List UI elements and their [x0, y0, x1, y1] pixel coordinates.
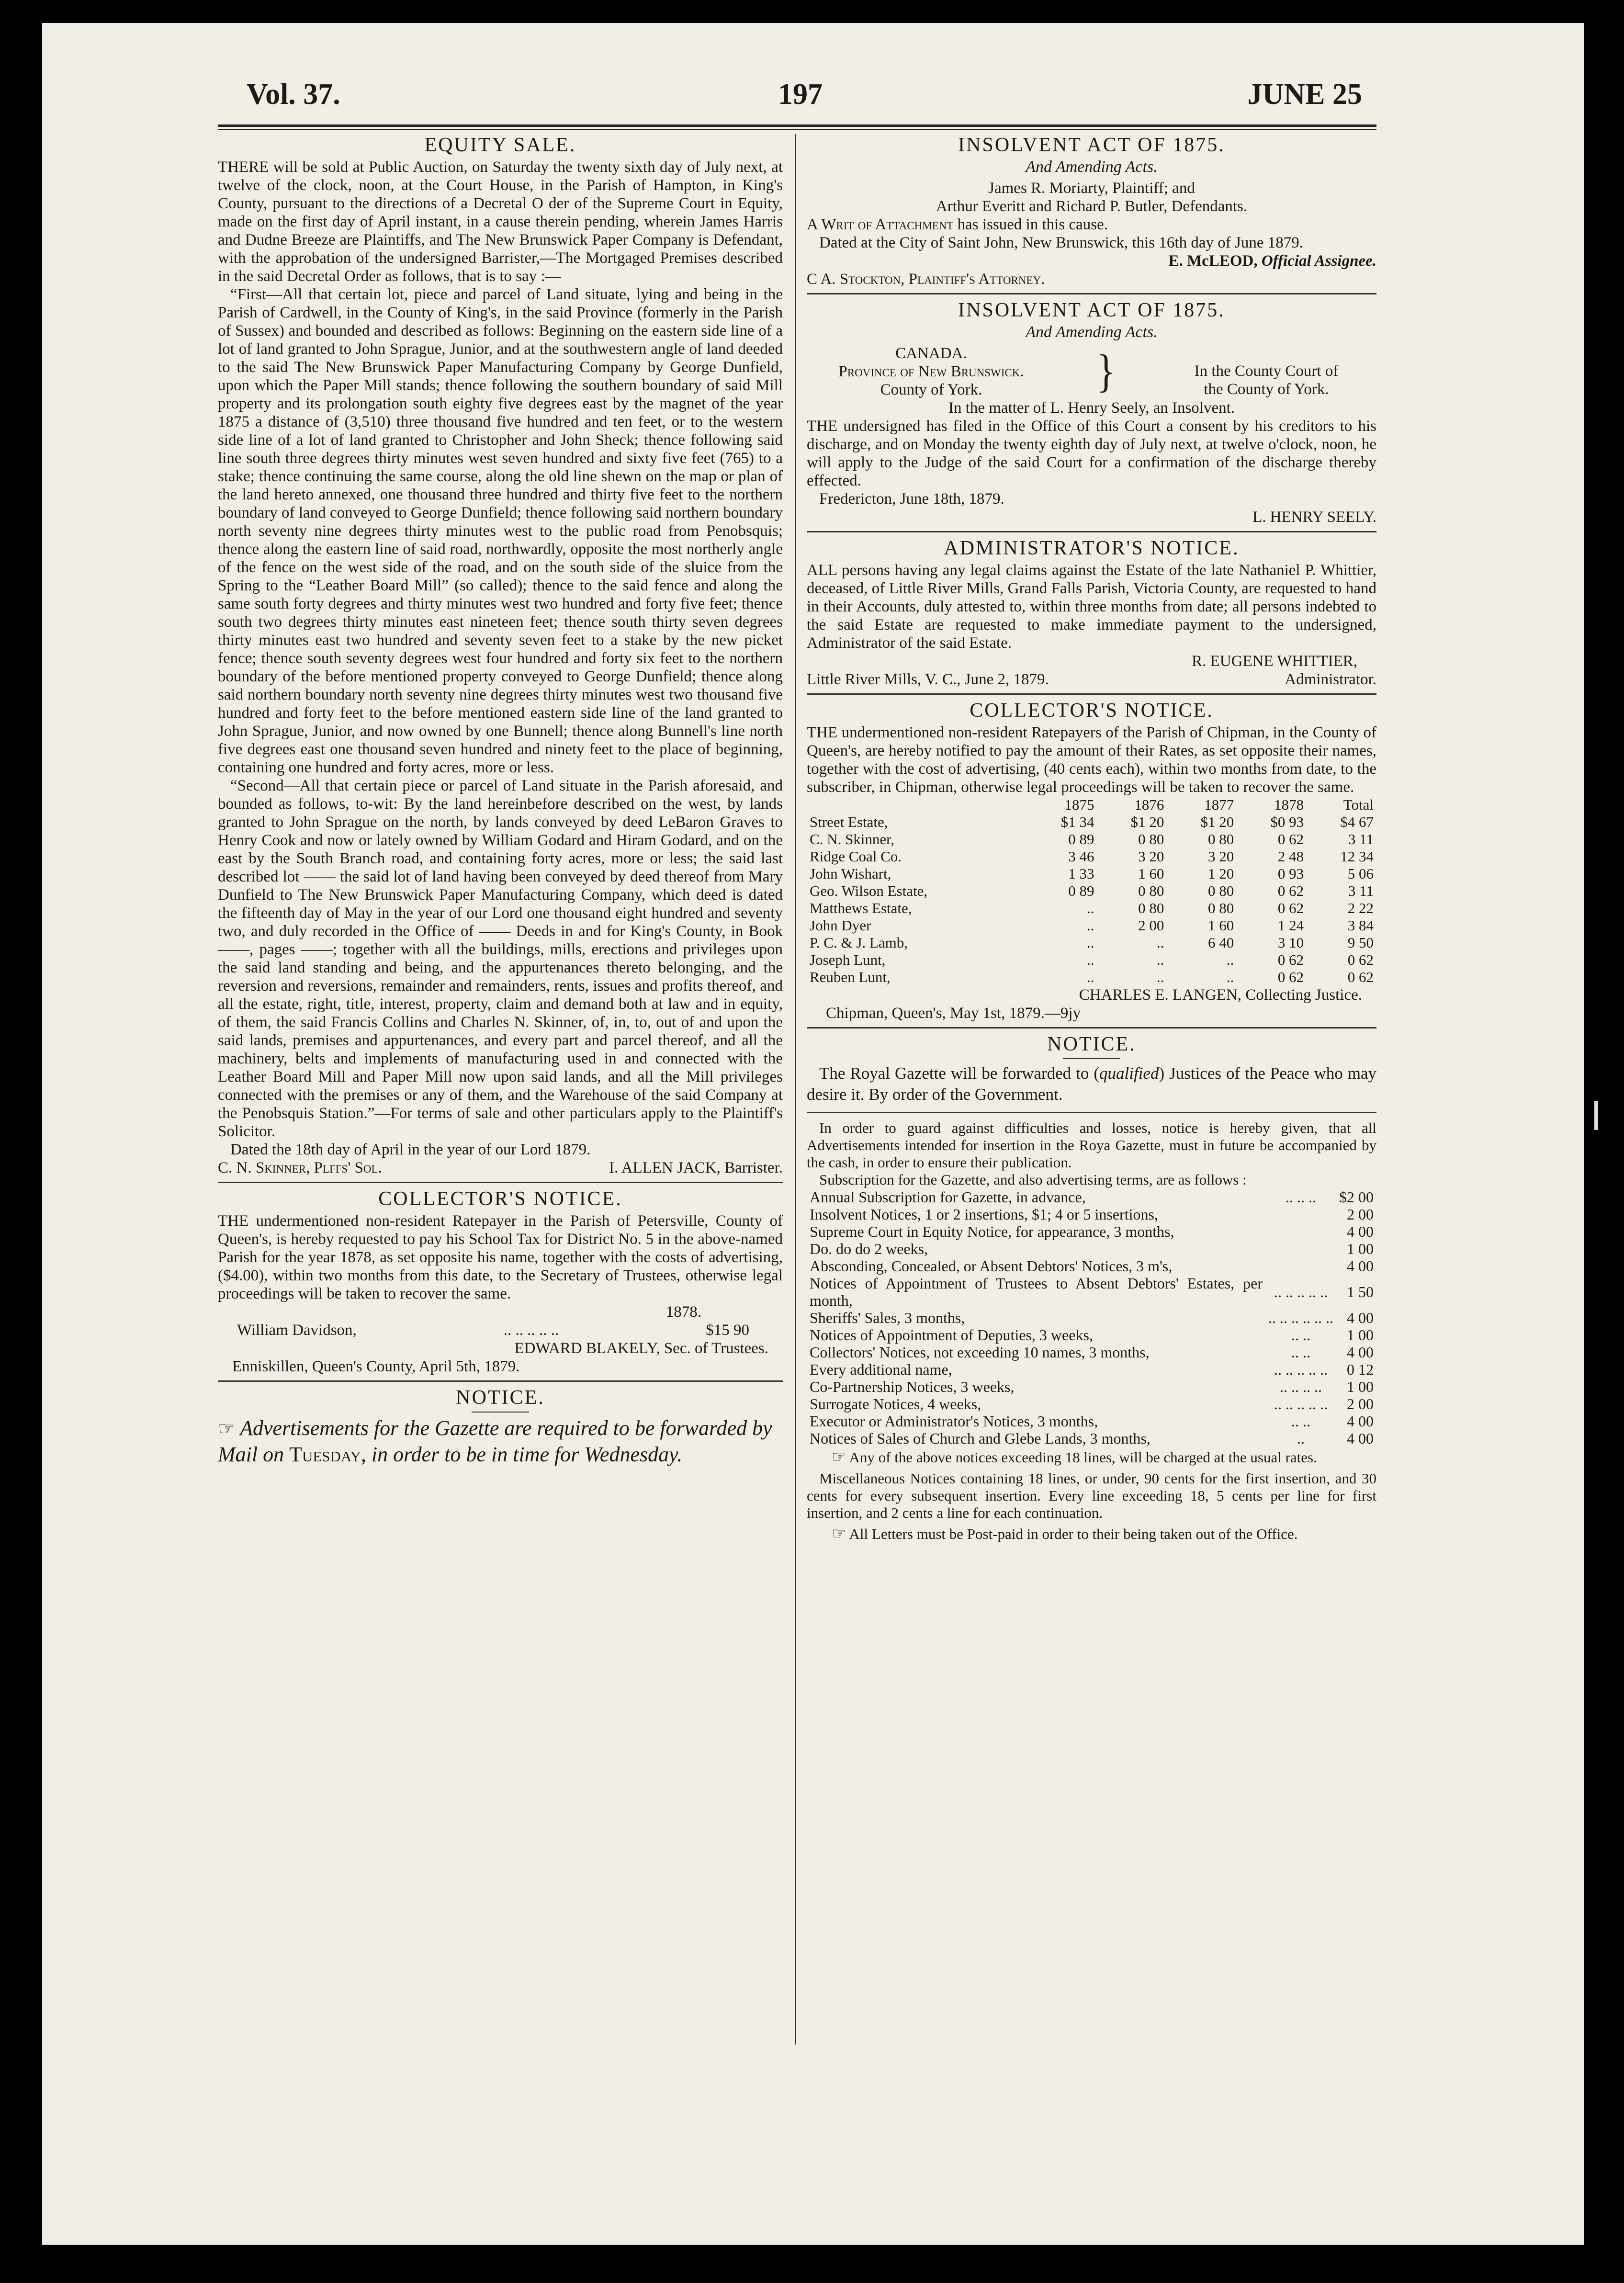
equity-sale-first-lot: “First—All that certain lot, piece and parcel of Land situate, lying and being in the Parish of Cardwell, in the County of King's, in the said Province (formerly in the Parish of Sussex) and bounded and described as follows: Beginning on the eastern side line of a lot of land granted to John Sprague, Junior, and at the southwestern angle of land deeded to the said The New Brunswick Paper Manufacturing Company by George Dunfield, upon which the Paper Mill stands; thence following the southern boundary of said Mill property and its prolongation south eighty five degrees east by the magnet of the year 1875 a distance of (3,510) three thousand five hundred and ten feet, or to the western side line of a lot of land granted to Christopher and John Sheck; thence following said line south three degrees thirty minutes west seven hundred and sixty five feet (765) to a stake; thence continuing the same course, along the old line shewn on the map or plan of the land hereto annexed, one thousand three hundred and thirty five feet to the northern boundary of land conveyed to George Dunfield; thence following said northern boundary north seventy nine degrees thirty minutes west to the public road from Penobsquis; thence along the eastern line of said road, northwardly, opposite the most northerly angle of the fence on the west side of the road, and on the south side of the sluice from the Spring to the “Leather Board Mill” (so called); thence to the said fence and along the same south forty degrees and thirty minutes west two hundred and forty five feet; thence south two degrees thirty minutes east nineteen feet; thence south thirty seven degrees thirty minutes east two hundred and seventy seven feet to a stake by the new picket fence; thence south seventy degrees west four hundred and forty six feet to the northern boundary of the before mentioned property conveyed to George Dunfield; thence along said northern boundary north seventy nine degrees thirty minutes west two thousand five hundred and forty feet to the before mentioned eastern side line of the land granted to John Sprague, Junior, and now owned by one Bunnell; thence along Bunnell's line north five degrees east one thousand seven hundred and ninety feet to the place of beginning, containing one hundred and forty acres, more or less. — [218, 286, 783, 776]
assignee-signature: E. McLEOD, Official Assignee. — [1168, 252, 1376, 270]
page-header — [218, 72, 1376, 124]
table-column-header: 1877 — [1204, 796, 1234, 813]
divider — [807, 693, 1376, 695]
administrator-role: Administrator. — [1285, 671, 1376, 688]
table-row — [807, 934, 1376, 951]
rate-cell: 0 89 — [1068, 831, 1094, 848]
administrator-signer: R. EUGENE WHITTIER, — [1192, 653, 1357, 670]
solicitor-signature: C. N. Skinner, Plffs' Sol. — [218, 1159, 382, 1176]
page-number: 197 — [778, 78, 823, 111]
rate-row — [807, 1223, 1376, 1240]
table-column-header: 1876 — [1134, 796, 1164, 813]
ratepayer-name-cell: John Wishart, — [810, 865, 891, 882]
collector-notice-body-right: THE undermentioned non-resident Ratepayers of the Parish of Chipman, in the County of Queen's, are hereby notified to pay the amount of their Rates, as set opposite their names, together with the cost of advertising, (40 cents each), within two months from date, to the subscriber, in Chipman, otherwise legal proceedings will be taken to recover the same. — [807, 724, 1376, 796]
rate-row — [807, 1378, 1376, 1395]
collector-year: 1878. — [665, 1303, 701, 1321]
rate-cell: .. — [1086, 900, 1094, 916]
rate-cell: 5 06 — [1347, 865, 1374, 882]
table-row — [807, 865, 1376, 882]
rate-price: 4 00 — [1347, 1257, 1374, 1275]
ratepayer-name-cell: Reuben Lunt, — [810, 969, 891, 985]
rate-price: 1 00 — [1347, 1240, 1374, 1257]
rate-description: Notices of Appointment of Deputies, 3 weeks, — [810, 1326, 1093, 1344]
rate-cell: 0 80 — [1207, 831, 1234, 848]
rate-row — [807, 1309, 1376, 1326]
court-line-1: In the County Court of — [1194, 362, 1339, 380]
table-column-header: Total — [1343, 796, 1374, 813]
rate-cell: 3 11 — [1348, 882, 1374, 899]
rate-cell: .. — [1156, 934, 1164, 951]
leader-dots: .. — [1297, 1430, 1305, 1447]
province-label: Province of New Brunswick. — [838, 363, 1024, 380]
rate-price: 2 00 — [1347, 1206, 1374, 1223]
margin-mark — [1594, 1101, 1598, 1130]
rate-cell: 0 62 — [1277, 969, 1304, 985]
leader-dots: .. .. — [1291, 1344, 1310, 1361]
divider — [807, 1112, 1376, 1113]
table-row — [807, 917, 1376, 934]
rate-cell: 0 62 — [1277, 951, 1304, 968]
leader-dots: .. .. .. — [1286, 1188, 1316, 1206]
ratepayer-name-cell: P. C. & J. Lamb, — [810, 934, 908, 951]
rate-cell: 3 20 — [1138, 848, 1164, 865]
page-content — [218, 72, 1376, 2049]
table-header-row — [807, 796, 1376, 814]
table-column-header: 1878 — [1274, 796, 1304, 813]
rate-description: Sheriffs' Sales, 3 months, — [810, 1309, 965, 1326]
rate-cell: .. — [1086, 934, 1094, 951]
rate-description: Annual Subscription for Gazette, in advance, — [810, 1188, 1086, 1206]
rate-row — [807, 1326, 1376, 1344]
rate-row — [807, 1188, 1376, 1206]
pointing-hand-icon: ☞ — [832, 1448, 846, 1466]
leader-dots: .. .. — [1291, 1326, 1310, 1344]
divider — [807, 293, 1376, 294]
rate-cell: 0 62 — [1347, 951, 1374, 968]
leader-dots — [1265, 1257, 1336, 1275]
ratepayer-name-cell: Geo. Wilson Estate, — [810, 882, 928, 899]
rate-description: Insolvent Notices, 1 or 2 insertions, $1; 4 or 5 insertions, — [810, 1206, 1158, 1223]
brace-glyph: } — [1096, 346, 1116, 397]
table-row — [807, 831, 1376, 848]
insolvent-dated: Dated at the City of Saint John, New Brunswick, this 16th day of June 1879. — [819, 234, 1303, 251]
rate-cell: 1 20 — [1207, 865, 1234, 882]
rate-price: 4 00 — [1347, 1413, 1374, 1430]
leader-dots — [1265, 1223, 1336, 1240]
court-line-2: the County of York. — [1204, 381, 1329, 398]
rate-cell: 0 62 — [1277, 900, 1304, 916]
rate-cell: 0 80 — [1138, 831, 1164, 848]
rate-cell: 12 34 — [1340, 848, 1374, 865]
insolvent-matter: In the matter of L. Henry Seely, an Insolvent. — [948, 399, 1235, 417]
collector-notice-title-left: COLLECTOR'S NOTICE. — [378, 1188, 622, 1210]
rate-price: 4 00 — [1347, 1344, 1374, 1361]
rate-cell: 0 89 — [1068, 882, 1094, 899]
table-row — [807, 900, 1376, 917]
leader-dots — [1265, 1206, 1336, 1223]
country-label: CANADA. — [895, 345, 967, 362]
insolvent-act-title-1: INSOLVENT ACT OF 1875. — [958, 134, 1225, 156]
equity-sale-signatures — [218, 1159, 783, 1177]
rate-cell: 1 60 — [1138, 865, 1164, 882]
collector-place-right: Chipman, Queen's, May 1st, 1879.—9jy — [826, 1005, 1081, 1022]
rate-cell: $0 93 — [1270, 814, 1304, 830]
rate-cell: $1 20 — [1130, 814, 1164, 830]
rate-row — [807, 1395, 1376, 1413]
issue-date: JUNE 25 — [1247, 78, 1362, 111]
rate-cell: .. — [1156, 951, 1164, 968]
terms-intro: Subscription for the Gazette, and also advertising terms, are as follows : — [819, 1171, 1247, 1188]
rate-price: 1 50 — [1347, 1283, 1374, 1300]
over-length-notice: ☞ Any of the above notices exceeding 18 lines, will be charged at the usual rates. — [807, 1449, 1376, 1466]
notice-title-left: NOTICE. — [456, 1387, 545, 1409]
plaintiff-attorney: C A. Stockton, Plaintiff's Attorney. — [807, 271, 1045, 288]
divider — [218, 1380, 783, 1382]
rate-cell: .. — [1156, 969, 1164, 985]
rate-description: Notices of Appointment of Trustees to Absent Debtors' Estates, per month, — [810, 1275, 1263, 1309]
equity-sale-title: EQUITY SALE. — [424, 134, 576, 156]
gazette-deadline-notice: ☞ Advertisements for the Gazette are required to be forwarded by Mail on Tuesday, in order to be in time for Wednesday. — [218, 1416, 772, 1466]
rate-row — [807, 1257, 1376, 1275]
rate-cell: 9 50 — [1347, 934, 1374, 951]
collector-place: Enniskillen, Queen's County, April 5th, 1879. — [232, 1358, 520, 1375]
court-jurisdiction — [807, 344, 1376, 399]
rate-cell: 0 80 — [1138, 882, 1164, 899]
ratepayer-name-cell: John Dyer — [810, 917, 871, 934]
rate-cell: 2 22 — [1347, 900, 1374, 916]
rate-cell: 2 48 — [1277, 848, 1304, 865]
rate-cell: .. — [1086, 951, 1094, 968]
rate-price: $2 00 — [1339, 1188, 1374, 1206]
rate-cell: 3 84 — [1347, 917, 1374, 934]
advertising-rates-table — [807, 1188, 1376, 1447]
rate-row — [807, 1361, 1376, 1378]
rate-cell: .. — [1226, 969, 1234, 985]
insolvent-body: THE undersigned has filed in the Office of this Court a consent by his creditors to his discharge, and on Monday the twenty eighth day of July next, at twelve o'clock, noon, he will apply to the Judge of the said Court for a confirmation of the discharge thereby effected. — [807, 418, 1376, 489]
rate-cell: $1 34 — [1060, 814, 1094, 830]
insolvent-signer: L. HENRY SEELY. — [1252, 509, 1376, 526]
ratepayer-name-cell: C. N. Skinner, — [810, 831, 895, 848]
rate-description: Supreme Court in Equity Notice, for appearance, 3 months, — [810, 1223, 1174, 1240]
leader-dots: .. .. .. .. .. — [503, 1322, 559, 1339]
rate-description: Absconding, Concealed, or Absent Debtors' Notices, 3 m's, — [810, 1257, 1173, 1275]
plaintiff-line: James R. Moriarty, Plaintiff; and — [988, 180, 1195, 197]
right-column — [807, 134, 1376, 1543]
deadline-day: Tuesday, — [289, 1443, 366, 1466]
rate-cell: 0 93 — [1277, 865, 1304, 882]
rate-price: 4 00 — [1347, 1223, 1374, 1240]
pointing-hand-icon: ☞ — [218, 1418, 235, 1439]
short-rule — [472, 1412, 529, 1413]
rate-price: 1 00 — [1347, 1326, 1374, 1344]
rate-cell: 0 62 — [1277, 882, 1304, 899]
column-divider — [795, 134, 796, 2045]
collector-signer: EDWARD BLAKELY, Sec. of Trustees. — [514, 1340, 768, 1357]
insolvent-act-subtitle-1: And Amending Acts. — [1026, 158, 1158, 176]
rate-description: Executor or Administrator's Notices, 3 months, — [810, 1413, 1098, 1430]
leader-dots: .. .. — [1291, 1413, 1310, 1430]
table-column-header — [807, 796, 1027, 814]
rate-cell: .. — [1086, 917, 1094, 934]
rate-row — [807, 1275, 1376, 1309]
rate-description: Surrogate Notices, 4 weeks, — [810, 1395, 981, 1413]
rate-description: Do. do do 2 weeks, — [810, 1240, 928, 1257]
table-column-header: 1875 — [1064, 796, 1094, 813]
left-column — [218, 134, 783, 1468]
rate-row — [807, 1413, 1376, 1430]
ratepayer-name-cell: Ridge Coal Co. — [810, 848, 902, 865]
rate-cell: $1 20 — [1200, 814, 1234, 830]
administrator-place: Little River Mills, V. C., June 2, 1879. — [807, 671, 1049, 688]
notice-title-right: NOTICE. — [1047, 1033, 1136, 1055]
rate-price: 4 00 — [1347, 1430, 1374, 1447]
ratepayer-name-cell: Street Estate, — [810, 814, 888, 830]
ratepayer-name-cell: Joseph Lunt, — [810, 951, 886, 968]
leader-dots — [1265, 1240, 1336, 1257]
gazette-justices-notice: The Royal Gazette will be forwarded to (qualified) Justices of the Peace who may desire it. By order of the Government. — [807, 1064, 1376, 1104]
equity-sale-second-lot: “Second—All that certain piece or parcel of Land situate in the Parish aforesaid, and bounded as follows, to-wit: By the land hereinbefore described on the west, by lands granted to John Sprague on the north, by lands conveyed by deed LeBaron Graves to Henry Cook and now or lately owned by William Godard and Hiram Godard, and on the east by the South Branch road, and containing forty acres, more or less; the said last described lot —— the said lot of land having been conveyed by deed thereof from Mary Dunfield to The New Brunswick Paper Manufacturing Company, which deed is dated the fifteenth day of May in the year of our Lord one thousand eight hundred and seventy two, and duly recorded in the Office of —— Deeds in and for King's County, in Book ——, pages ——; together with all the buildings, mills, erections and privileges upon the said land standing and being, and the appurtenances thereto belonging, and the reversion and reversions, remainder and remainders, rents, issues and profits thereof, and all the estate, right, title, interest, property, claim and demand both at law and in equity, of them, the said Francis Collins and Charles N. Skinner, of, in, to, out of and upon the said lands, premises and appurtenances, and every part and parcel thereof, and all the machinery, belts and implements of manufacturing used in and connected with the Leather Board Mill and Paper Mill now upon said lands, and all the Mill privileges connected with the premises or any of them, and the Warehouse of the said Company at the Penobsquis Station.”—For terms of sale and other particulars apply to the Plaintiff's Solicitor. — [218, 777, 783, 1140]
rate-price: 1 00 — [1347, 1378, 1374, 1395]
collector-entry — [218, 1321, 783, 1339]
leader-dots: .. .. .. .. .. .. — [1268, 1309, 1333, 1326]
equity-sale-dated: Dated the 18th day of April in the year of our Lord 1879. — [230, 1141, 591, 1158]
rate-cell: $4 67 — [1340, 814, 1374, 830]
rate-row — [807, 1206, 1376, 1223]
collecting-justice-signer: CHARLES E. LANGEN, Collecting Justice. — [1079, 986, 1362, 1004]
table-row — [807, 969, 1376, 986]
rate-price: 0 12 — [1347, 1361, 1374, 1378]
leader-dots: .. .. .. .. .. — [1274, 1283, 1328, 1300]
table-row — [807, 882, 1376, 900]
barrister-signature: I. ALLEN JACK, Barrister. — [609, 1159, 783, 1176]
administrator-notice-title: ADMINISTRATOR'S NOTICE. — [944, 537, 1240, 559]
post-paid-notice: ☞ All Letters must be Post-paid in order to their being taken out of the Office. — [807, 1526, 1376, 1543]
rate-cell: 1 60 — [1207, 917, 1234, 934]
rate-row — [807, 1430, 1376, 1447]
rate-description: Co-Partnership Notices, 3 weeks, — [810, 1378, 1015, 1395]
administrator-notice-body: ALL persons having any legal claims against the Estate of the late Nathaniel P. Whittier, deceased, of Little River Mills, Grand Falls Parish, Victoria County, are requested to hand in their Accounts, duly attested to, within three months from date; all persons indebted to the said Estate are requested to make immediate payment to the undersigned, Administrator of the said Estate. — [807, 562, 1376, 652]
rate-price: 4 00 — [1347, 1309, 1374, 1326]
ratepayer-amount: $15 90 — [706, 1322, 749, 1339]
rate-cell: .. — [1086, 969, 1094, 985]
rate-description: Collectors' Notices, not exceeding 10 names, 3 months, — [810, 1344, 1150, 1361]
ratepayers-table — [807, 796, 1376, 986]
rate-description: Notices of Sales of Church and Glebe Lands, 3 months, — [810, 1430, 1150, 1447]
rate-cell: 3 10 — [1277, 934, 1304, 951]
collector-notice-body-left: THE undermentioned non-resident Ratepayer in the Parish of Petersville, County of Queen's, is hereby requested to pay his School Tax for District No. 5 in the above-named Parish for the year 1878, as set opposite his name, together with the costs of advertising, ($4.00), within two months from this date, to the Secretary of Trustees, otherwise legal proceedings will be taken to recover the same. — [218, 1212, 783, 1302]
rate-cell: 0 80 — [1138, 900, 1164, 916]
divider — [807, 531, 1376, 532]
table-row — [807, 951, 1376, 969]
volume-label: Vol. 37. — [247, 78, 340, 111]
rate-cell: 0 62 — [1347, 969, 1374, 985]
equity-sale-intro: THERE will be sold at Public Auction, on Saturday the twenty sixth day of July next, at twelve of the clock, noon, at the Court House, in the Parish of Hampton, in King's County, pursuant to the directions of a Decretal O der of the Supreme Court in Equity, made on the first day of April instant, in a cause therein pending, wherein James Harris and Dudne Breeze are Plaintiffs, and The New Brunswick Paper Company is Defendant, with the approbation of the undersigned Barrister,—The Mortgaged Premises described in the said Decretal Order as follows, that is to say :— — [218, 158, 783, 285]
table-row — [807, 848, 1376, 865]
rate-cell: 1 33 — [1068, 865, 1094, 882]
divider — [807, 1027, 1376, 1028]
administrator-footer — [807, 670, 1376, 689]
rate-cell: 0 62 — [1277, 831, 1304, 848]
rate-description: Every additional name, — [810, 1361, 952, 1378]
county-label: County of York. — [880, 381, 982, 398]
rate-cell: 3 11 — [1348, 831, 1374, 848]
insolvent-act-subtitle-2: And Amending Acts. — [1026, 323, 1158, 341]
rate-row — [807, 1344, 1376, 1361]
rate-cell: 6 40 — [1207, 934, 1234, 951]
insolvent-act-title-2: INSOLVENT ACT OF 1875. — [958, 299, 1225, 321]
header-rule — [218, 124, 1376, 130]
rate-cell: .. — [1226, 951, 1234, 968]
insolvent-place: Fredericton, June 18th, 1879. — [819, 490, 1004, 508]
rate-cell: 0 80 — [1207, 882, 1234, 899]
rate-cell: 0 80 — [1207, 900, 1234, 916]
defendants-line: Arthur Everitt and Richard P. Butler, Defendants. — [936, 198, 1248, 215]
rate-price: 2 00 — [1347, 1395, 1374, 1413]
writ-line: A Writ of Attachment has issued in this cause. — [807, 216, 1108, 233]
rate-row — [807, 1240, 1376, 1257]
leader-dots: .. .. .. .. — [1280, 1378, 1322, 1395]
divider — [218, 1182, 783, 1183]
leader-dots: .. .. .. .. .. — [1274, 1395, 1328, 1413]
rate-cell: 1 24 — [1277, 917, 1304, 934]
short-rule — [1063, 1058, 1120, 1059]
ratepayer-name: William Davidson, — [237, 1322, 357, 1339]
rate-cell: 3 46 — [1068, 848, 1094, 865]
rate-cell: 2 00 — [1138, 917, 1164, 934]
cash-in-advance-notice: In order to guard against difficulties and losses, notice is hereby given, that all Advertisements intended for insertion in the Roya Gazette, must in future be accompanied by the cash, in order to ensure their publication. — [807, 1119, 1376, 1171]
leader-dots: .. .. .. .. .. — [1274, 1361, 1328, 1378]
ratepayer-name-cell: Matthews Estate, — [810, 900, 912, 916]
collector-notice-title-right: COLLECTOR'S NOTICE. — [970, 700, 1214, 722]
table-row — [807, 814, 1376, 831]
pointing-hand-icon: ☞ — [832, 1525, 846, 1543]
miscellaneous-notices: Miscellaneous Notices containing 18 lines, or under, 90 cents for the first insertion, and 30 cents for every subsequent insertion. Every line exceeding 18, 5 cents per line for first insertion, and 2 cents a line for each continuation. — [807, 1470, 1376, 1521]
rate-cell: 3 20 — [1207, 848, 1234, 865]
